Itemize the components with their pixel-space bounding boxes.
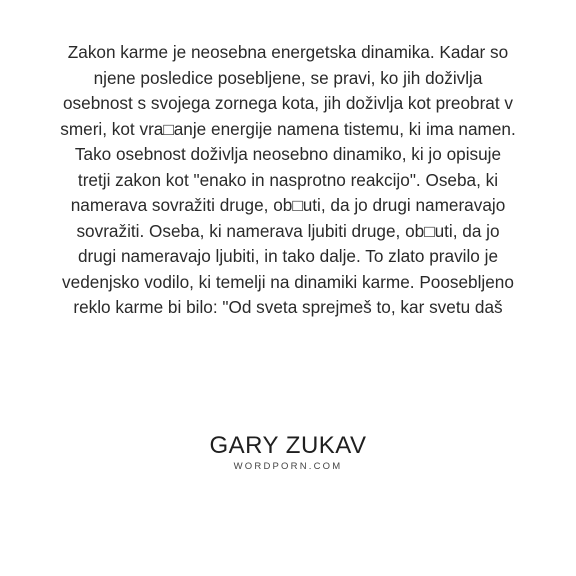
quote-line: reklo karme bi bilo: "Od sveta sprejmeš to, kar svetu daš	[73, 297, 503, 317]
quote-line: Zakon karme je neosebna energetska dinamika. Kadar so	[67, 42, 509, 62]
quote-line: namerava sovražiti druge, ob□uti, da jo drugi nameravajo	[70, 195, 506, 215]
quote-line: vedenjsko vodilo, ki temelji na dinamiki karme. Poosebljeno	[62, 271, 514, 292]
quote-line: smeri, kot vra□anje energije namena tistemu, ki ima namen.	[60, 118, 516, 139]
author-name: GARY ZUKAV	[209, 432, 367, 459]
quote-line: drugi nameravajo ljubiti, in tako dalje. To zlato pravilo je	[77, 246, 499, 266]
quote-line: osebnost s svojega zornega kota, jih doživlja kot preobrat v	[63, 93, 513, 113]
quote-line: Tako osebnost doživlja neosebno dinamiko, ki jo opisuje	[74, 144, 502, 164]
source-watermark: WORDPORN.COM	[233, 461, 343, 472]
quote-line: tretji zakon kot "enako in nasprotno reakcijo". Oseba, ki	[77, 169, 499, 190]
quote-line: njene posledice posebljene, se pravi, ko jih doživlja	[93, 67, 483, 88]
quote-line: sovražiti. Oseba, ki namerava ljubiti druge, ob□uti, da jo	[76, 220, 500, 241]
quote-text	[50, 40, 526, 321]
